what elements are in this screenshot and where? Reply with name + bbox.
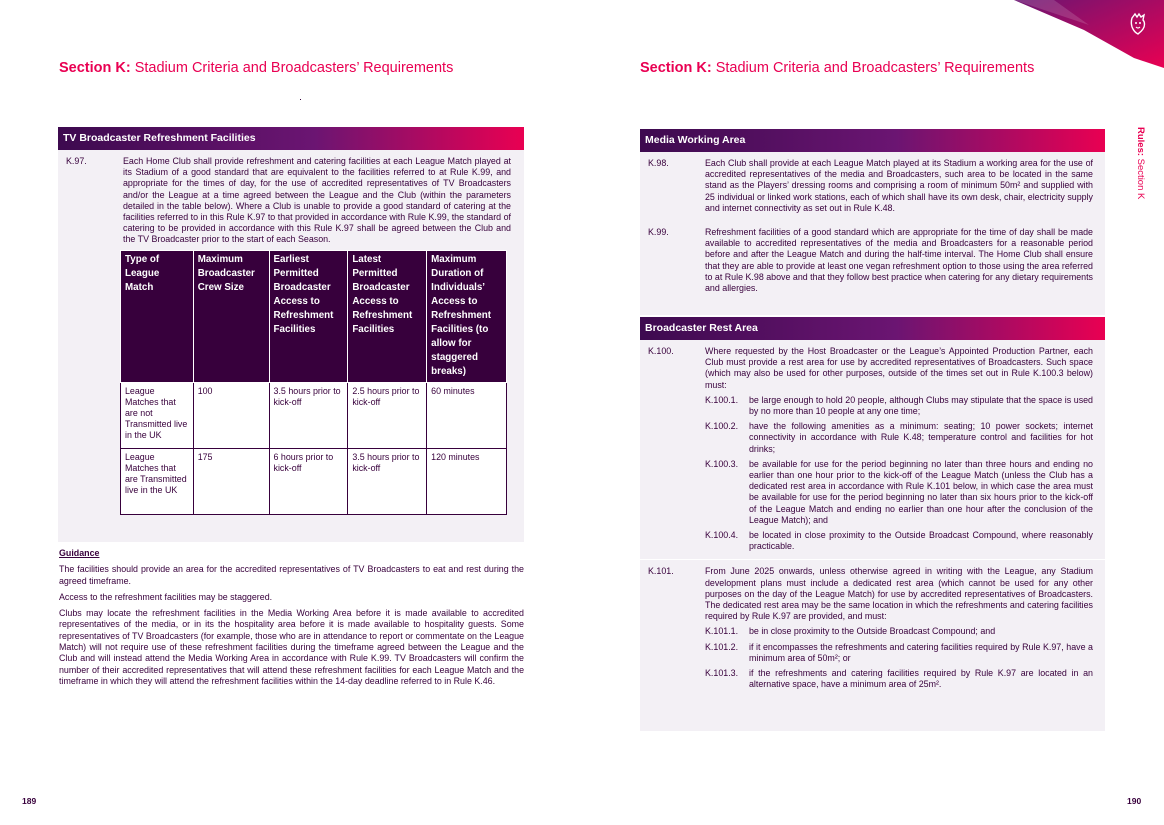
table-header-cell: Maximum Broadcaster Crew Size [193, 250, 269, 382]
table-cell: 3.5 hours prior to kick-off [269, 382, 348, 448]
rule-k99-number: K.99. [648, 227, 669, 238]
rule-k99 [648, 227, 1093, 294]
table-header-cell: Maximum Duration of Individuals’ Access to Refreshment Facilities (to allow for staggered breaks) [427, 250, 507, 382]
rule-k101 [648, 566, 1093, 690]
rule-k100 [648, 346, 1093, 552]
divider [640, 559, 1105, 560]
sub-rule-text: have the following amenities as a minimum: seating; 10 power sockets; internet connectivity in accordance with Rule K.48; temperature control and facilities for hot drinks; [749, 421, 1093, 454]
sub-rule-number: K.101.2. [705, 641, 739, 652]
table-cell: 60 minutes [427, 382, 507, 448]
guidance-paragraph: The facilities should provide an area for the accredited representatives of TV Broadcasters to eat and rest during the agreed timeframe. [59, 564, 524, 586]
sub-rule [705, 642, 1093, 664]
tv-refreshment-bar: TV Broadcaster Refreshment Facilities [58, 127, 524, 150]
premier-league-lion-logo [1126, 12, 1150, 36]
sub-rule-text: if the refreshments and catering facilities required by Rule K.97 are located in an alternative space, have a minimum area of 25m². [749, 668, 1093, 690]
rule-k98-text: Each Club shall provide at each League Match played at its Stadium a working area for the use of accredited representatives of the media and Broadcasters, such area to be located in the same stand as the Players’ dressing rooms and comprising a room of minimum 50m² and supplied with 25 individual or linked work stations, each of which shall have its own desk, chair, electricity supply and internet connectivity as set out in Rule K.48. [705, 158, 1093, 213]
sub-rule-number: K.100.1. [705, 394, 739, 405]
rule-k98 [648, 158, 1093, 214]
table-cell: League Matches that are Transmitted live in the UK [121, 448, 194, 514]
sub-rule [705, 626, 1093, 637]
broadcaster-rest-panel [640, 317, 1105, 731]
table-cell: League Matches that are not Transmitted live in the UK [121, 382, 194, 448]
rule-k100-number: K.100. [648, 346, 674, 356]
sub-rule [705, 395, 1093, 417]
rule-k100-text: Where requested by the Host Broadcaster or the League’s Appointed Production Partner, each Club must provide a rest area for use by accredited representatives of Broadcasters. Such space (which may also be used for other purposes, outside of the times set out in Rule K.100.3 below) must: [705, 346, 1093, 390]
table-header-cell: Type of League Match [121, 250, 194, 382]
page-number-left: 189 [22, 796, 37, 806]
right-section-title: Section K: Stadium Criteria and Broadcasters’ Requirements [640, 60, 1035, 76]
table-cell: 100 [193, 382, 269, 448]
rule-k99-text: Refreshment facilities of a good standard which are appropriate for the time of day shall be made available to accredited representatives of the media and Broadcasters for a reasonable period before and after the League Match and during the half-time interval. The Home Club shall ensure that they are able to provide at least one vegan refreshment option to those using the area referred to at Rule K.98 above and that they follow best practice when catering for any dietary requirements and allergies. [705, 227, 1093, 294]
table-cell: 2.5 hours prior to kick-off [348, 382, 427, 448]
table-header-cell: Latest Permitted Broadcaster Access to Refreshment Facilities [348, 250, 427, 382]
media-working-panel [640, 129, 1105, 315]
rule-k98-number: K.98. [648, 158, 669, 168]
sub-rule [705, 459, 1093, 526]
sub-rule-text: be in close proximity to the Outside Broadcast Compound; and [749, 626, 996, 637]
guidance-heading: Guidance [59, 548, 100, 558]
sub-rule [705, 530, 1093, 552]
media-working-bar: Media Working Area [640, 129, 1105, 152]
table-cell: 120 minutes [427, 448, 507, 514]
table-header-cell: Earliest Permitted Broadcaster Access to Refreshment Facilities [269, 250, 348, 382]
broadcaster-rest-bar: Broadcaster Rest Area [640, 317, 1105, 340]
rule-k100-subs [648, 395, 1093, 553]
sub-rule [705, 421, 1093, 455]
rule-k97 [66, 156, 511, 246]
sub-rule-number: K.101.3. [705, 668, 739, 679]
sub-rule-text: be available for use for the period beginning no later than three hours and ending no earlier than one hour prior to the kick-off of the League Match (unless the Club has a dedicated rest area in accordance with Rule K.101 below, in which case the area must be available for use for the period beginning no later than six hours prior to the kick-off of the League Match and ending no earlier than one hour after the conclusion of the League Match); and [749, 458, 1093, 525]
sub-rule-number: K.100.2. [705, 421, 739, 432]
rule-k101-subs [648, 626, 1093, 690]
rule-k97-number: K.97. [66, 156, 87, 166]
sub-rule-number: K.101.1. [705, 626, 739, 637]
page-number-right: 190 [1127, 796, 1142, 806]
table-row [121, 382, 507, 448]
sub-rule-number: K.100.3. [705, 458, 739, 469]
sub-rule-text: if it encompasses the refreshments and catering facilities required by Rule K.97, have a minimum area of 50m²; or [749, 641, 1093, 663]
rule-k101-text: From June 2025 onwards, unless otherwise agreed in writing with the League, any Stadium development plans must include a dedicated rest area (which cannot be used for any other purposes on the day of the League Match) for use by accredited representatives of Broadcasters. The dedicated rest area may be the same location in which the refreshments and catering facilities required by Rule K.97 are provided, and must: [705, 566, 1093, 622]
sub-rule-number: K.100.4. [705, 530, 739, 541]
sub-rule [705, 668, 1093, 690]
tv-refreshment-panel [58, 127, 524, 542]
side-section-tab-label: Rules: Section K [1135, 127, 1146, 200]
sub-rule-text: be located in close proximity to the Outside Broadcast Compound, where reasonably practicable. [749, 530, 1093, 552]
left-section-title: Section K: Stadium Criteria and Broadcasters’ Requirements [59, 60, 454, 76]
guidance-paragraph: Access to the refreshment facilities may be staggered. [59, 591, 273, 602]
rule-k97-text: Each Home Club shall provide refreshment and catering facilities at each League Match played at its Stadium of a good standard that are equivalent to the facilities referred to at Rule K.99, and appropriate for the times of day, for the use of accredited representatives of TV Broadcasters and/or the League at a time agreed between the League and the Club (within the parameters detailed in the table below). Where a Club is unable to provide a good standard of catering at the facilities referred to in this Rule K.97 to that provided in accordance with Rule K.99, the standard of catering to be provided in accordance with this Rule K.97 shall be agreed between the Club and the TV Broadcaster prior to the start of each Season. [123, 156, 511, 245]
table-cell: 3.5 hours prior to kick-off [348, 448, 427, 514]
crew-access-table [120, 250, 507, 515]
table-cell: 6 hours prior to kick-off [269, 448, 348, 514]
guidance-paragraph: Clubs may locate the refreshment facilities in the Media Working Area before it is made available to accredited representatives of the media, or in its the hospitality area before it is made available to hospitality guests. Some representatives of TV Broadcasters (for example, those who are in attendance to report or commentate on the League Match) will not require use of these refreshment facilities during the timeframe agreed between the League and the Club and will instead attend the Media Working Area in accordance with Rule K.99. TV Broadcasters will confirm the number of their accredited representatives that will attend these refreshment facilities for each League Match and the timeframe in which they will attend the refreshment facilities within the 14-day deadline referred to in Rule K.46. [59, 608, 524, 686]
table-cell: 175 [193, 448, 269, 514]
right-page [582, 0, 1164, 825]
stray-dot [300, 99, 301, 100]
rule-k101-number: K.101. [648, 566, 674, 577]
side-section-tab[interactable] [1135, 127, 1147, 217]
table-header-row [121, 250, 507, 382]
table-row [121, 448, 507, 514]
sub-rule-text: be large enough to hold 20 people, although Clubs may stipulate that the space is used by no more than 10 people at any one time; [749, 394, 1093, 417]
guidance-block [59, 548, 524, 692]
